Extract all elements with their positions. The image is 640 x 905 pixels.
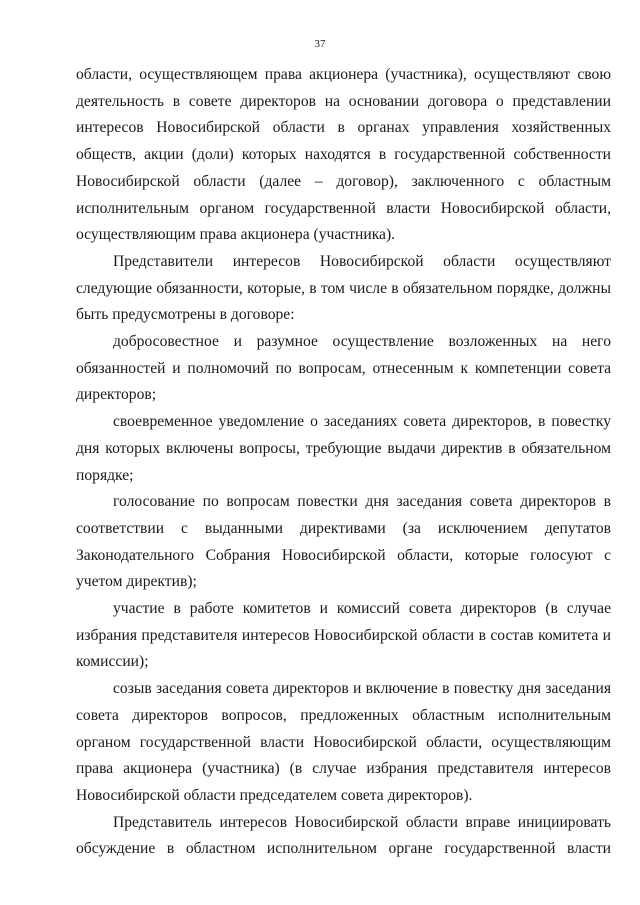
- paragraph: своевременное уведомление о заседаниях совета директоров, в повестку дня которых включены вопросы, требующие выдачи директив в обязательном порядке;: [76, 413, 611, 484]
- body-text: [76, 62, 611, 863]
- paragraph: участие в работе комитетов и комиссий совета директоров (в случае избрания представителя интересов Новосибирской области в состав комитета и комиссии);: [76, 600, 611, 671]
- paragraph: голосование по вопросам повестки дня заседания совета директоров в соответствии с выданными директивами (за исключением депутатов Законодательного Собрания Новосибирской области, которые голосуют с учетом директив);: [76, 493, 611, 591]
- paragraph: Представитель интересов Новосибирской области вправе инициировать обсуждение в областном исполнительном органе государственной власти: [76, 813, 611, 858]
- paragraph: Представители интересов Новосибирской области осуществляют следующие обязанности, которые, в том числе в обязательном порядке, должны быть предусмотрены в договоре:: [76, 252, 611, 324]
- paragraph: области, осуществляющем права акционера (участника), осуществляют свою деятельность в совете директоров на основании договора о представлении интересов Новосибирской области в органах управления хозяйственных обществ, акции (доли) которых находятся в государственной собственности Новосибирской области (далее – договор), заключенного с областным исполнительным органом государственной власти Новосибирской области, осуществляющим права акционера (участника).: [76, 66, 611, 244]
- page-number: 37: [314, 38, 326, 50]
- paragraph: добросовестное и разумное осуществление возложенных на него обязанностей и полномочий по вопросам, отнесенным к компетенции совета директоров;: [76, 333, 611, 404]
- paragraph: созыв заседания совета директоров и включение в повестку дня заседания совета директоров вопросов, предложенных областным исполнительным органом государственной власти Новосибирской области, осуществляющим права акционера (участника) (в случае избрания представителя интересов Новосибирской области председателем совета директоров).: [76, 680, 611, 804]
